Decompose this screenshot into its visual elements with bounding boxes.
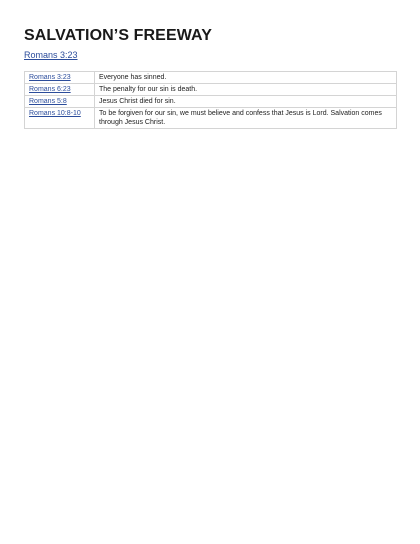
statement-cell: Jesus Christ died for sin.: [95, 96, 397, 108]
reference-cell: [25, 72, 95, 84]
reference-link[interactable]: Romans 6:23: [29, 86, 71, 93]
statement-cell: To be forgiven for our sin, we must believe and confess that Jesus is Lord. Salvation comes through Jesus Christ.: [95, 108, 397, 129]
document-page: [24, 27, 396, 129]
scripture-table: [24, 71, 397, 129]
subtitle-reference-link[interactable]: Romans 3:23: [24, 50, 78, 60]
reference-cell: [25, 84, 95, 96]
reference-cell: [25, 108, 95, 129]
statement-cell: The penalty for our sin is death.: [95, 84, 397, 96]
statement-cell: Everyone has sinned.: [95, 72, 397, 84]
reference-link[interactable]: Romans 3:23: [29, 74, 71, 81]
table-row: [25, 72, 397, 84]
reference-link[interactable]: Romans 5:8: [29, 98, 67, 105]
page-title: SALVATION’S FREEWAY: [24, 27, 212, 44]
reference-link[interactable]: Romans 10:8-10: [29, 110, 81, 117]
table-row: [25, 96, 397, 108]
reference-cell: [25, 96, 95, 108]
table-row: [25, 84, 397, 96]
table-row: [25, 108, 397, 129]
